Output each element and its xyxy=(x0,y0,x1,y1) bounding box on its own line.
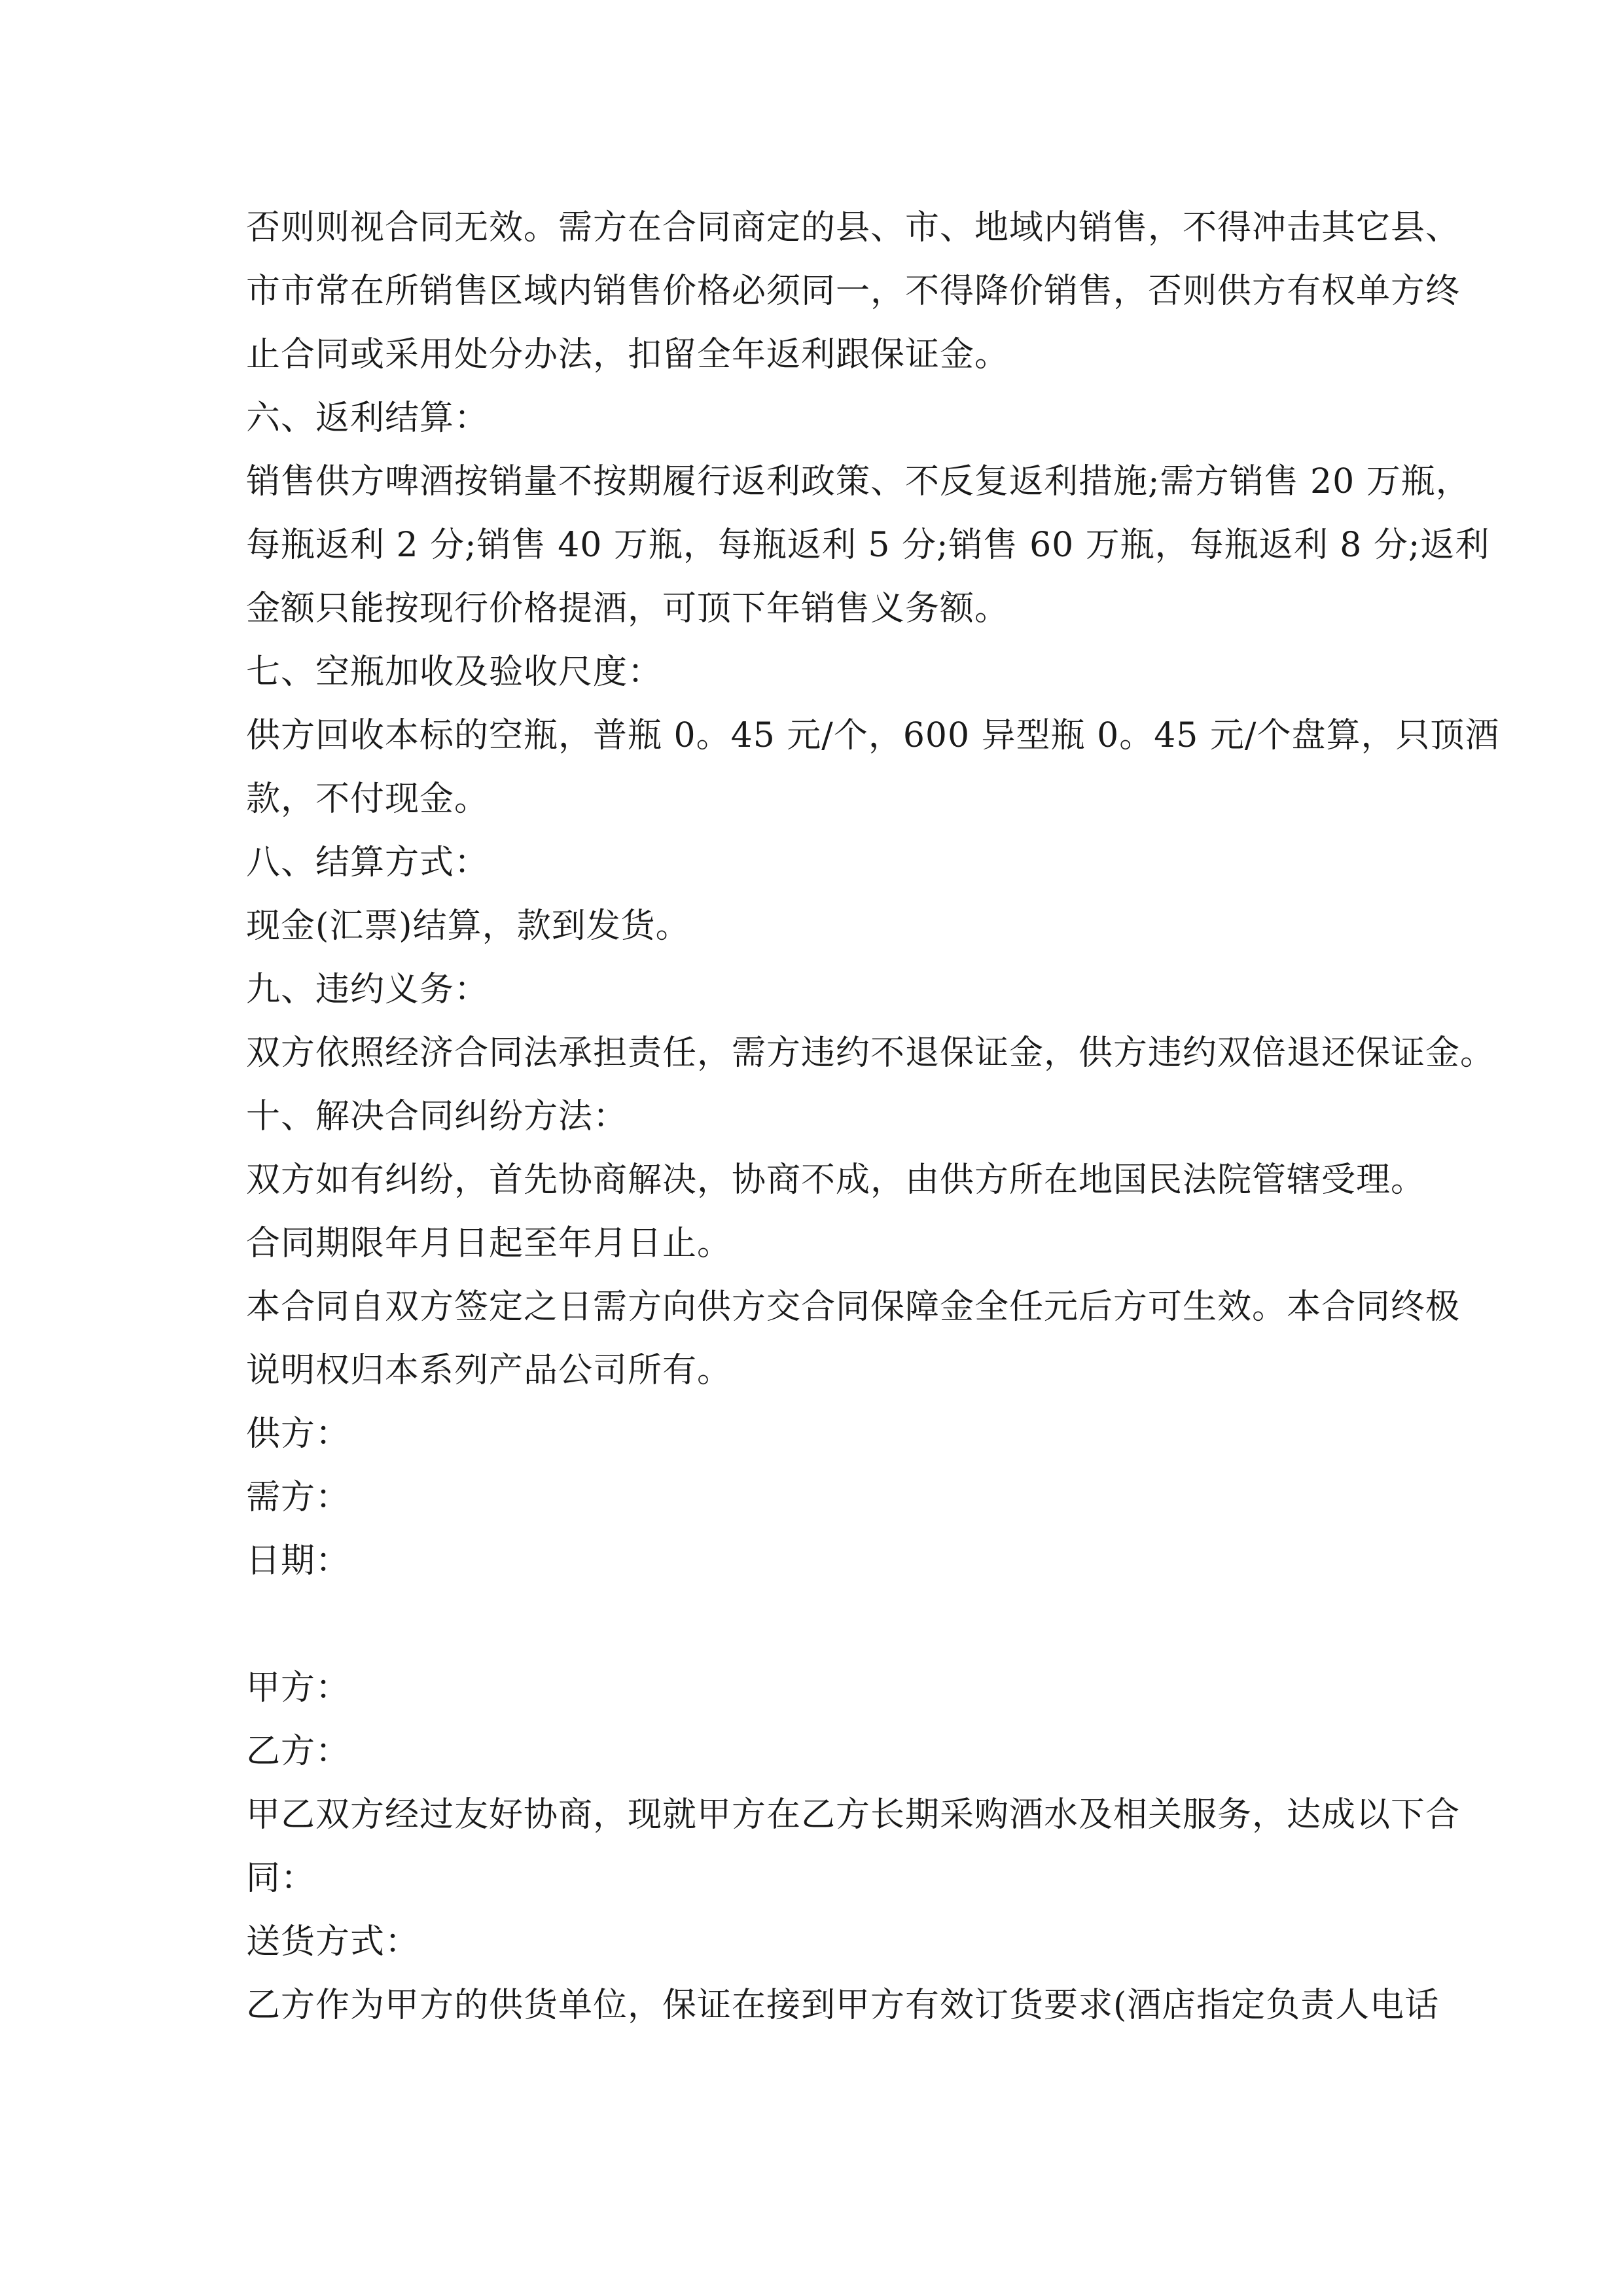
text-line: 说明权归本系列产品公司所有。 xyxy=(246,1351,732,1390)
text-line: 市市常在所销售区域内销售价格必须同一，不得降价销售，否则供方有权单方终 xyxy=(246,272,1461,311)
text-line: 现金(汇票)结算，款到发货。 xyxy=(246,906,690,946)
contract-text xyxy=(246,196,1500,2037)
section-heading: 七、空瓶加收及验收尺度： xyxy=(246,653,663,692)
signature-label-supplier: 供方： xyxy=(246,1414,351,1454)
text-line: 销售供方啤酒按销量不按期履行返利政策、不反复返利措施;需方销售 20 万瓶， xyxy=(246,462,1471,501)
party-a-label: 甲方： xyxy=(246,1668,351,1708)
text-line: 止合同或采用处分办法，扣留全年返利跟保证金。 xyxy=(246,335,1010,374)
text-line: 甲乙双方经过友好协商，现就甲方在乙方长期采购酒水及相关服务，达成以下合 xyxy=(246,1795,1461,1835)
text-line: 双方依照经济合同法承担责任，需方违约不退保证金，供方违约双倍退还保证金。 xyxy=(246,1033,1495,1073)
text-line: 本合同自双方签定之日需方向供方交合同保障金全任元后方可生效。本合同终极 xyxy=(246,1287,1461,1327)
blank-line xyxy=(246,1593,1385,1657)
party-b-label: 乙方： xyxy=(246,1732,351,1771)
section-heading: 送货方式： xyxy=(246,1922,420,1962)
text-line: 乙方作为甲方的供货单位，保证在接到甲方有效订货要求(酒店指定负责人电话 xyxy=(246,1986,1440,2025)
text-line: 合同期限年月日起至年月日止。 xyxy=(246,1224,732,1263)
text-line: 金额只能按现行价格提酒，可顶下年销售义务额。 xyxy=(246,589,1010,628)
text-line: 每瓶返利 2 分;销售 40 万瓶，每瓶返利 5 分;销售 60 万瓶，每瓶返利 8 分;返利 xyxy=(246,526,1490,565)
signature-label-date: 日期： xyxy=(246,1541,351,1581)
section-heading: 十、解决合同纠纷方法： xyxy=(246,1097,628,1136)
text-line: 双方如有纠纷，首先协商解决，协商不成，由供方所在地国民法院管辖受理。 xyxy=(246,1160,1426,1200)
section-heading: 八、结算方式： xyxy=(246,843,490,882)
signature-label-buyer: 需方： xyxy=(246,1478,351,1517)
text-line: 款，不付现金。 xyxy=(246,780,490,819)
section-heading: 六、返利结算： xyxy=(246,399,490,438)
text-line: 供方回收本标的空瓶，普瓶 0。45 元/个，600 异型瓶 0。45 元/个盘算，只顶酒 xyxy=(246,716,1500,755)
section-heading: 九、违约义务： xyxy=(246,970,490,1009)
text-line: 否则则视合同无效。需方在合同商定的县、市、地域内销售，不得冲击其它县、 xyxy=(246,208,1461,247)
text-line: 同： xyxy=(246,1859,316,1898)
